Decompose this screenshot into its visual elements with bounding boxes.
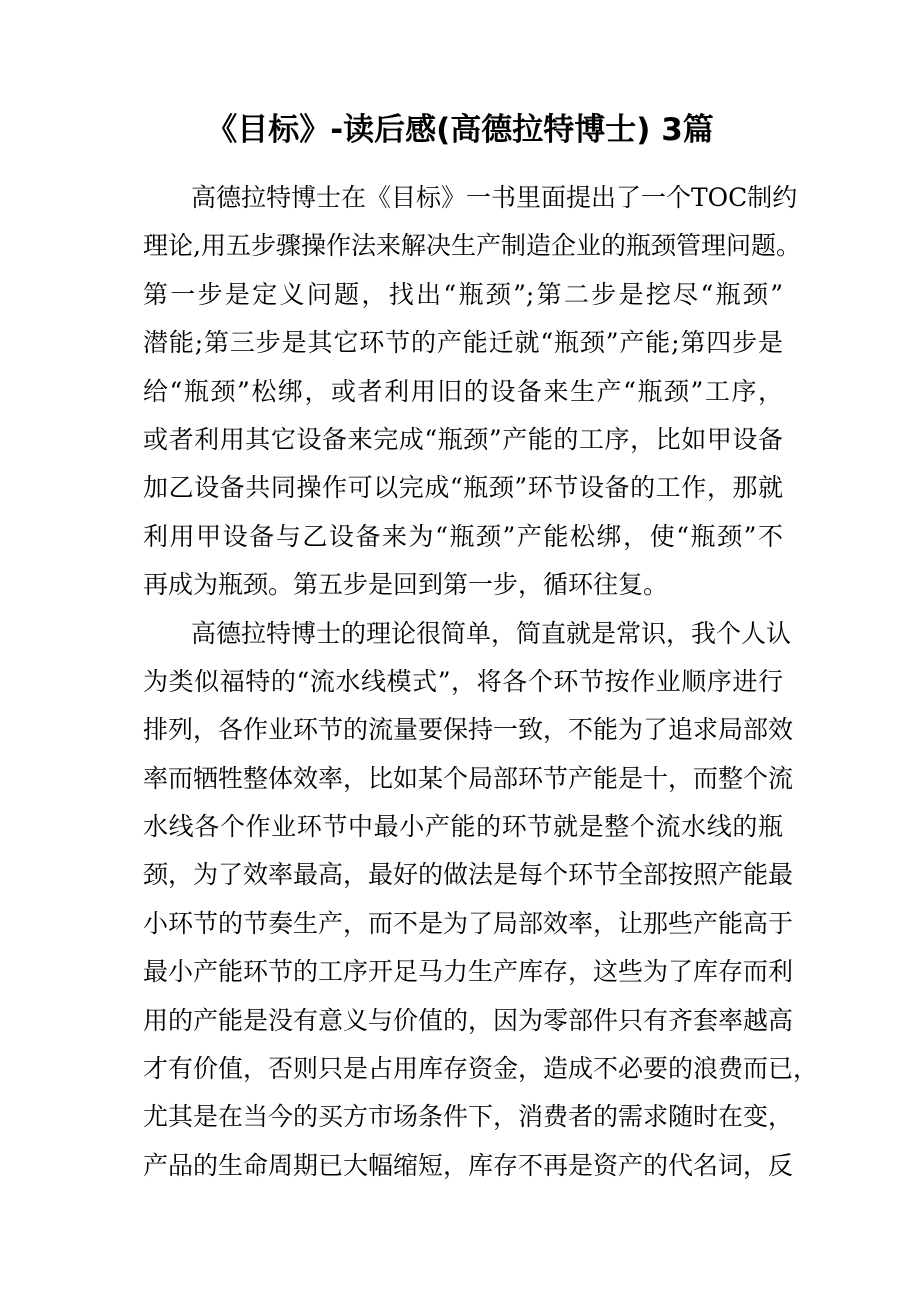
text-line: 理论,用五步骤操作法来解决生产制造企业的瓶颈管理问题。 <box>143 231 801 261</box>
text-line: 最小产能环节的工序开足马力生产库存，这些为了库存而利 <box>143 957 794 987</box>
text-line: 用的产能是没有意义与价值的，因为零部件只有齐套率越高 <box>143 1005 794 1035</box>
text-line: 第一步是定义问题，找出“瓶颈”;第二步是挖尽“瓶颈” <box>143 279 783 309</box>
text-line: 为类似福特的“流水线模式”，将各个环节按作业顺序进行 <box>143 666 783 696</box>
document-title: 《目标》-读后感(高德拉特博士) 3篇 <box>206 112 714 148</box>
text-line: 高德拉特博士在《目标》一书里面提出了一个TOC制约 <box>191 183 798 212</box>
text-line: 小环节的节奏生产，而不是为了局部效率，让那些产能高于 <box>143 908 794 938</box>
text-line: 高德拉特博士的理论很简单，简直就是常识，我个人认 <box>191 618 792 648</box>
text-line: 才有价值，否则只是占用库存资金，造成不必要的浪费而已， <box>143 1054 819 1084</box>
text-line: 再成为瓶颈。第五步是回到第一步，循环往复。 <box>143 570 669 600</box>
paragraph-1 <box>143 174 801 610</box>
text-line: 给“瓶颈”松绑，或者利用旧的设备来生产“瓶颈”工序， <box>143 376 783 406</box>
text-line: 利用甲设备与乙设备来为“瓶颈”产能松绑，使“瓶颈”不 <box>143 521 784 551</box>
text-line: 颈，为了效率最高，最好的做法是每个环节全部按照产能最 <box>143 860 794 890</box>
text-line: 排列，各作业环节的流量要保持一致，不能为了追求局部效 <box>143 715 794 745</box>
text-line: 潜能;第三步是其它环节的产能迁就“瓶颈”产能;第四步是 <box>143 328 783 358</box>
text-line: 产品的生命周期已大幅缩短，库存不再是资产的代名词，反 <box>143 1150 794 1180</box>
text-line: 加乙设备共同操作可以完成“瓶颈”环节设备的工作，那就 <box>143 473 783 503</box>
text-line: 或者利用其它设备来完成“瓶颈”产能的工序，比如甲设备 <box>143 424 783 454</box>
document-body <box>143 174 819 1190</box>
text-line: 尤其是在当今的买方市场条件下，消费者的需求随时在变， <box>143 1102 794 1132</box>
text-line: 水线各个作业环节中最小产能的环节就是整个流水线的瓶 <box>143 812 783 842</box>
text-line: 率而牺牲整体效率，比如某个局部环节产能是十，而整个流 <box>143 763 794 793</box>
paragraph-2 <box>143 610 819 1191</box>
